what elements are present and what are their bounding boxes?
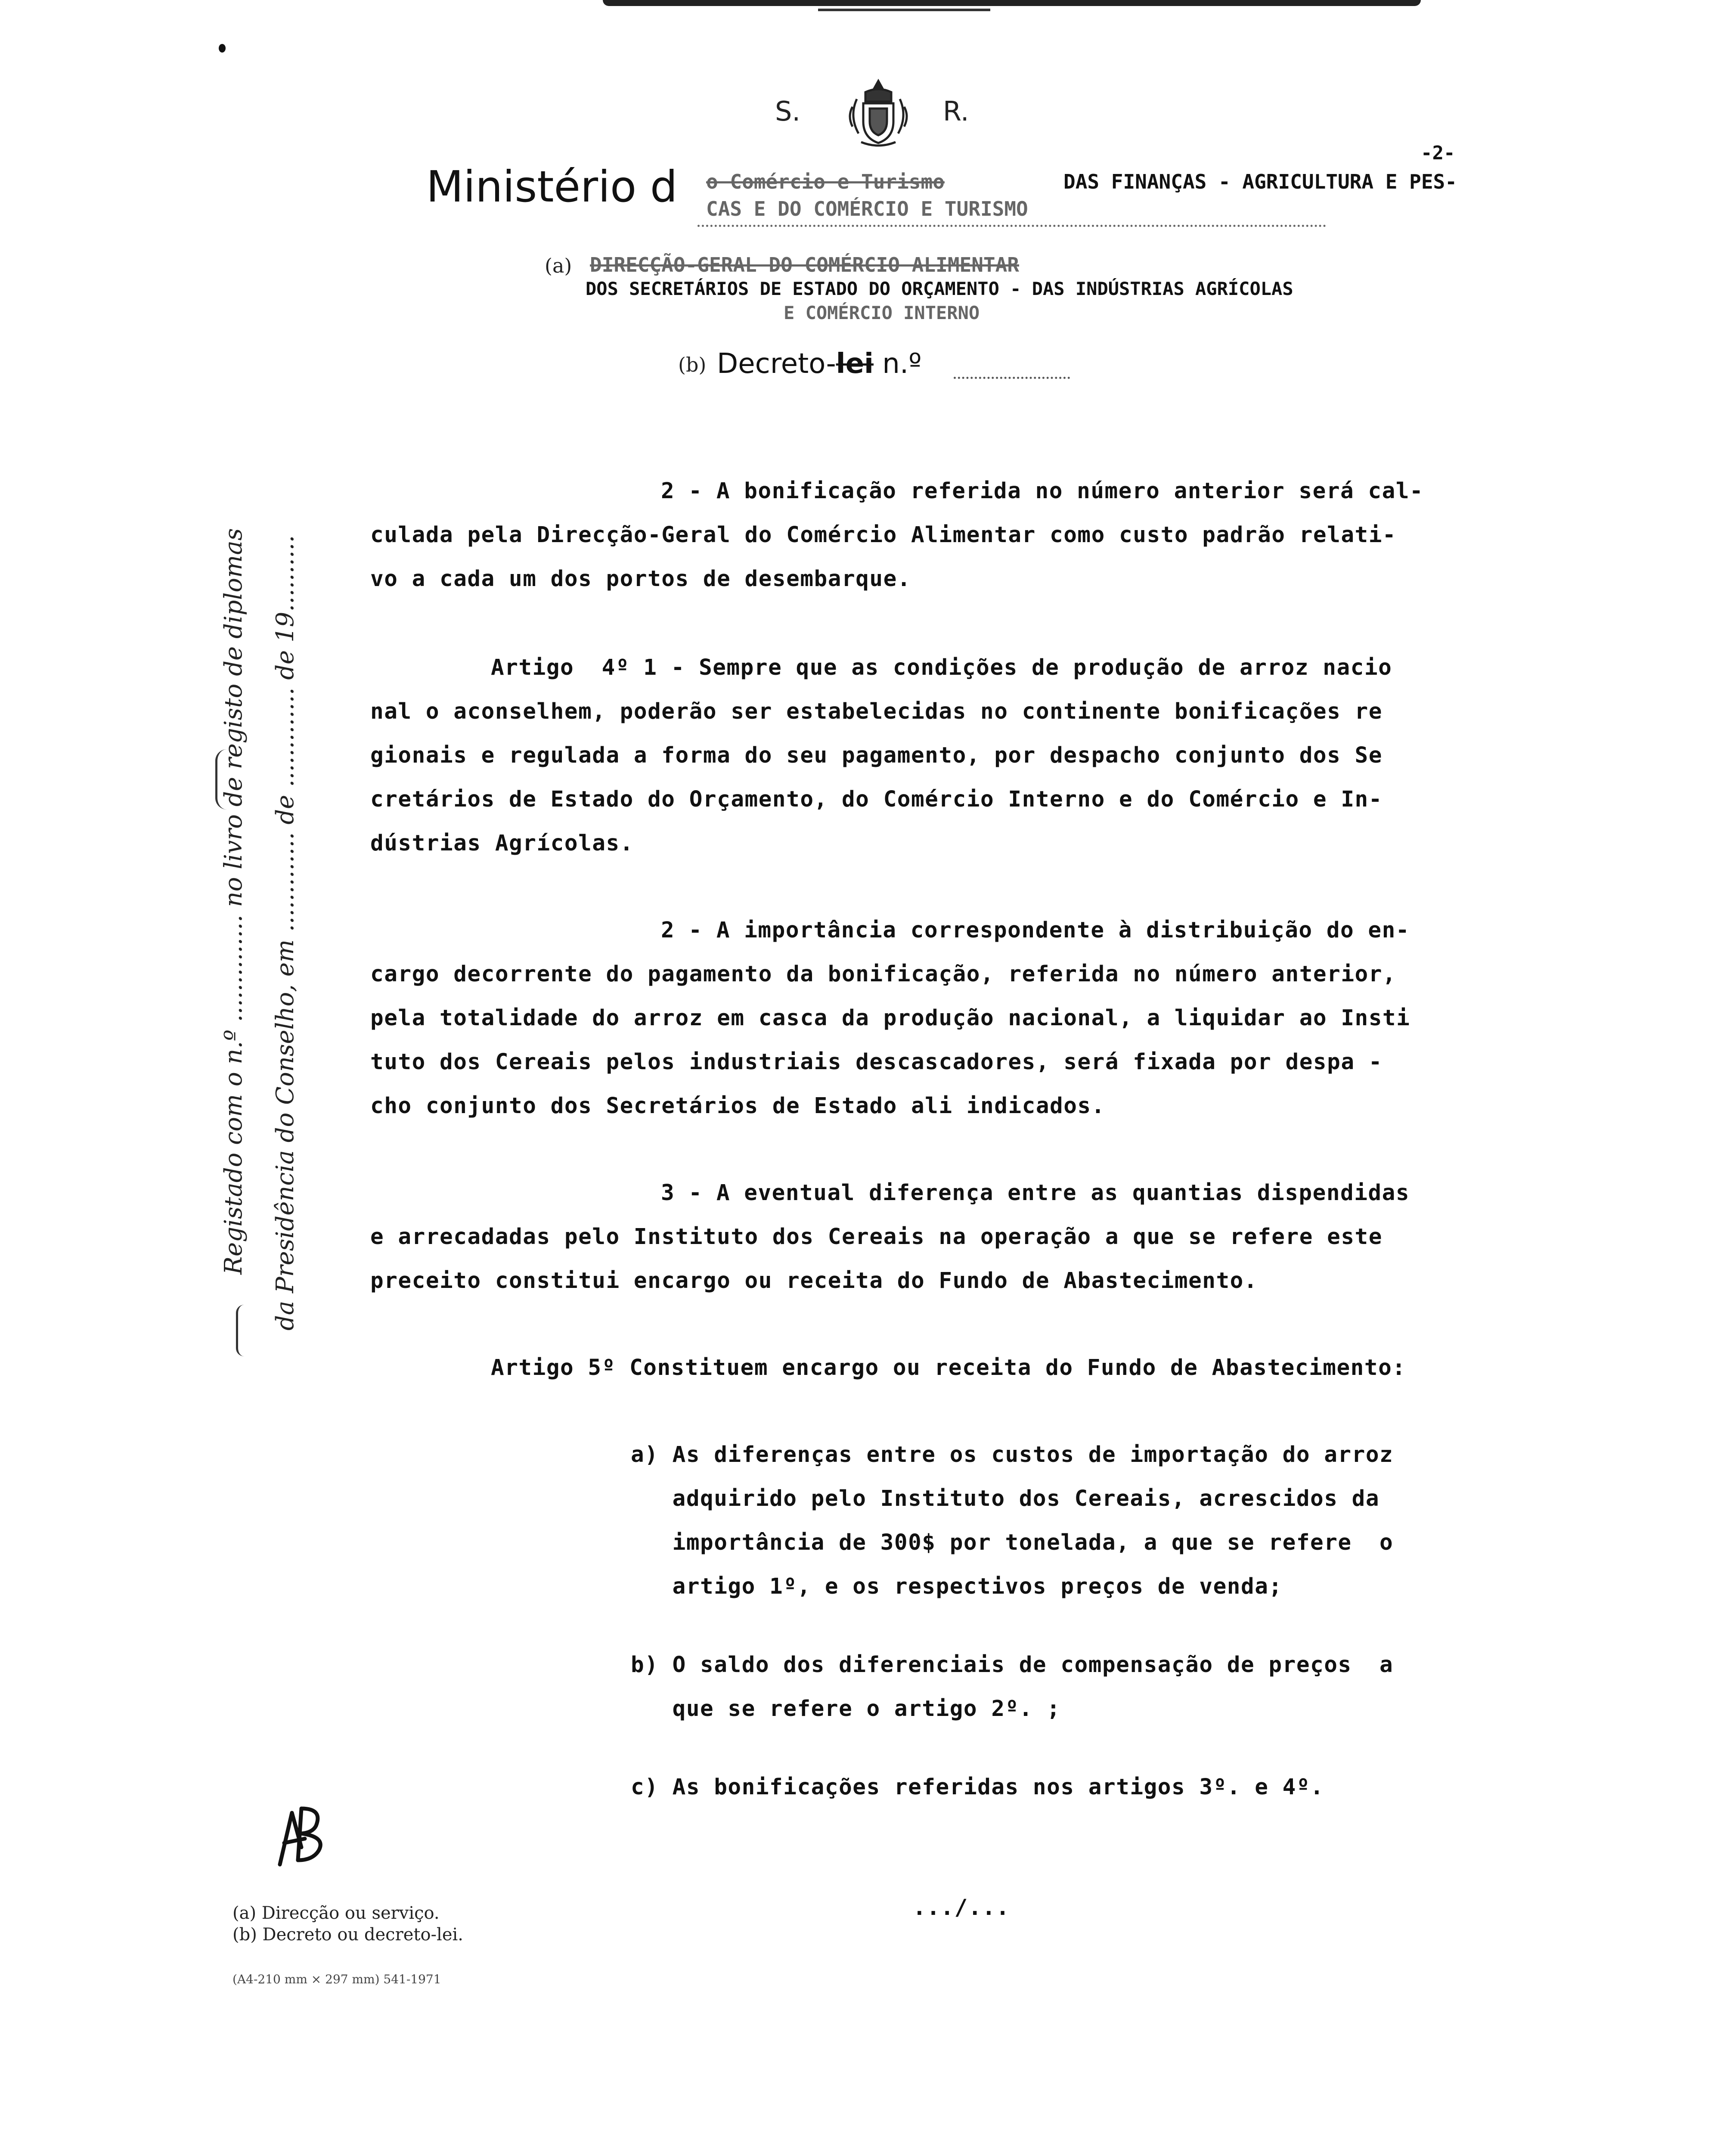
direccao-typed-line-2: E COMÉRCIO INTERNO (784, 302, 980, 323)
paragraph-2-line-3: vo a cada um dos portos de desembarque. (370, 566, 911, 592)
continuation-mark: .../... (913, 1895, 1010, 1920)
paragraph-2-line-2: culada pela Direcção-Geral do Comércio Alimentar como custo padrão relati- (370, 522, 1397, 548)
footnote-a: (a) Direcção ou serviço. (232, 1903, 440, 1923)
margin-registado-line: Registado com o n.º .............. no livro de registo de diplomas (220, 528, 248, 1275)
artigo-4-n3-line-1: 3 - A eventual diferença entre as quantias dispendidas (661, 1180, 1410, 1206)
coat-of-arms-emblem (840, 73, 917, 151)
handwritten-initials (271, 1800, 332, 1869)
margin-presidencia-line: da Presidência do Conselho, em ............. de ............. de 19.......... (271, 535, 299, 1331)
artigo-4-line-1: Artigo 4º 1 - Sempre que as condições de produção de arroz nacio (491, 655, 1392, 680)
ink-dot (219, 44, 226, 53)
item-a-line-2: adquirido pelo Instituto dos Cereais, acrescidos da (631, 1486, 1380, 1511)
item-b-line-2: que se refere o artigo 2º. ; (631, 1696, 1061, 1722)
item-a-line-1: a) As diferenças entre os custos de importação do arroz (631, 1442, 1394, 1467)
artigo-5-heading: Artigo 5º Constituem encargo ou receita do Fundo de Abastecimento: (491, 1355, 1406, 1381)
margin-bracket-bottom (236, 1305, 244, 1356)
ministerio-typed-line-2: CAS E DO COMÉRCIO E TURISMO (706, 197, 1028, 220)
footnote-b: (b) Decreto ou decreto-lei. (232, 1925, 464, 1945)
decreto-suffix: n.º (873, 348, 922, 380)
artigo-4-n2-line-5: cho conjunto dos Secretários de Estado ali indicados. (370, 1093, 1105, 1119)
top-edge-mark-2 (818, 9, 990, 11)
decreto-number-dotted-line (954, 377, 1070, 379)
ministerio-typed-line-1: DAS FINANÇAS - AGRICULTURA E PES- (1063, 170, 1457, 193)
form-reference: (A4-210 mm × 297 mm) 541-1971 (232, 1972, 441, 1986)
artigo-4-line-4: cretários de Estado do Orçamento, do Comércio Interno e do Comércio e In- (370, 787, 1383, 812)
item-c-line: c) As bonificações referidas nos artigos 3º. e 4º. (631, 1775, 1324, 1800)
artigo-4-n2-line-2: cargo decorrente do pagamento da bonificação, referida no número anterior, (370, 962, 1397, 987)
item-a-line-3: importância de 300$ por tonelada, a que se refere o (631, 1530, 1394, 1555)
artigo-4-line-3: gionais e regulada a forma do seu pagamento, por despacho conjunto dos Se (370, 743, 1383, 768)
item-a-line-4: artigo 1º, e os respectivos preços de venda; (631, 1574, 1283, 1599)
decreto-struck-lei: lei (836, 348, 874, 380)
item-b-line-1: b) O saldo dos diferenciais de compensação de preços a (631, 1652, 1394, 1678)
header-r: R. (943, 96, 969, 127)
artigo-4-n3-line-3: preceito constitui encargo ou receita do Fundo de Abastecimento. (370, 1268, 1258, 1294)
direccao-typed-line-1: DOS SECRETÁRIOS DE ESTADO DO ORÇAMENTO - DAS INDÚSTRIAS AGRÍCOLAS (586, 278, 1293, 299)
artigo-4-line-2: nal o aconselhem, poderão ser estabelecidas no continente bonificações re (370, 699, 1383, 724)
artigo-4-n3-line-2: e arrecadadas pelo Instituto dos Cereais na operação a que se refere este (370, 1224, 1383, 1250)
ministerio-dotted-line (698, 225, 1326, 227)
decreto-prefix: Decreto- (717, 348, 836, 380)
paragraph-2-line-1: 2 - A bonificação referida no número anterior será cal- (661, 478, 1424, 504)
artigo-4-n2-line-3: pela totalidade do arroz em casca da produção nacional, a liquidar ao Insti (370, 1005, 1410, 1031)
ministerio-label: Ministério d (426, 161, 678, 212)
decreto-marker: (b) (678, 353, 707, 376)
direccao-struck-text: DIRECÇÃO-GERAL DO COMÉRCIO ALIMENTAR (590, 253, 1019, 276)
artigo-4-n2-line-1: 2 - A importância correspondente à distribuição do en- (661, 918, 1410, 943)
decreto-label (717, 348, 921, 380)
ministerio-struck-text: o Comércio e Turismo (706, 170, 945, 193)
artigo-4-line-5: dústrias Agrícolas. (370, 831, 634, 856)
page-number-mark: -2- (1421, 142, 1455, 164)
header-s: S. (775, 96, 801, 127)
top-edge-mark (603, 0, 1421, 6)
artigo-4-n2-line-4: tuto dos Cereais pelos industriais descascadores, será fixada por despa - (370, 1049, 1383, 1075)
direccao-marker: (a) (545, 254, 572, 277)
